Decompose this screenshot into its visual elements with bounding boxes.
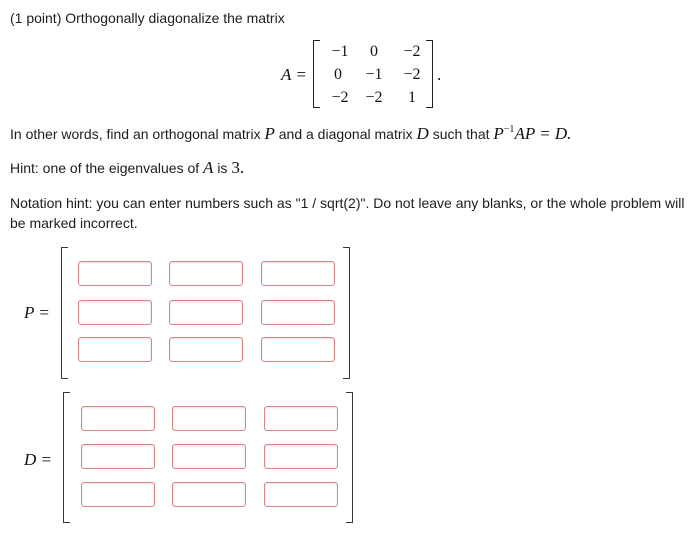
d-left-bracket: [63, 392, 70, 523]
d-entry-2-2[interactable]: [172, 444, 246, 469]
matrix-a-cell: −1: [365, 66, 383, 83]
p-entry-1-3[interactable]: [261, 261, 335, 286]
matrix-a-left-bracket: [313, 40, 320, 108]
d-entry-2-3[interactable]: [264, 444, 338, 469]
d-entry-3-3[interactable]: [264, 482, 338, 507]
p-left-bracket: [61, 247, 68, 379]
matrix-a-cell: −1: [331, 43, 349, 60]
matrix-a-period: .: [437, 65, 442, 84]
d-entry-1-3[interactable]: [264, 406, 338, 431]
d-right-bracket: [346, 392, 353, 523]
p-entry-2-2[interactable]: [169, 300, 243, 325]
d-entry-3-1[interactable]: [81, 482, 155, 507]
matrix-a-cell: −2: [365, 89, 383, 106]
p-right-bracket: [343, 247, 350, 379]
matrix-a-label: A =: [281, 65, 307, 84]
p-entry-1-2[interactable]: [169, 261, 243, 286]
p-entry-1-1[interactable]: [78, 261, 152, 286]
p-entry-3-3[interactable]: [261, 337, 335, 362]
matrix-a-cell: −2: [403, 66, 421, 83]
instruction-text: In other words, find an orthogonal matrix P and a diagonal matrix D such that $P^{-1}AP = D$.: [10, 124, 572, 143]
p-entry-3-1[interactable]: [78, 337, 152, 362]
d-matrix-label: D =: [24, 450, 52, 469]
matrix-a-right-bracket: [426, 40, 433, 108]
p-matrix-label: P =: [24, 303, 50, 322]
problem-header: (1 point) Orthogonally diagonalize the matrix: [10, 10, 285, 26]
matrix-a-cell: 0: [334, 66, 342, 83]
p-entry-3-2[interactable]: [169, 337, 243, 362]
eigenvalue-hint: Hint: one of the eigenvalues of A is 3.: [10, 158, 245, 177]
d-entry-2-1[interactable]: [81, 444, 155, 469]
matrix-a-cell: −2: [403, 43, 421, 60]
notation-hint: Notation hint: you can enter numbers such as "1 / sqrt(2)". Do not leave any blanks, or the whole problem will be marked incorrect.: [10, 195, 685, 231]
matrix-a-cell: −2: [331, 89, 349, 106]
p-entry-2-1[interactable]: [78, 300, 152, 325]
d-entry-3-2[interactable]: [172, 482, 246, 507]
matrix-a-cell: 1: [408, 89, 416, 106]
p-entry-2-3[interactable]: [261, 300, 335, 325]
matrix-a-cell: 0: [370, 43, 378, 60]
d-entry-1-1[interactable]: [81, 406, 155, 431]
d-entry-1-2[interactable]: [172, 406, 246, 431]
